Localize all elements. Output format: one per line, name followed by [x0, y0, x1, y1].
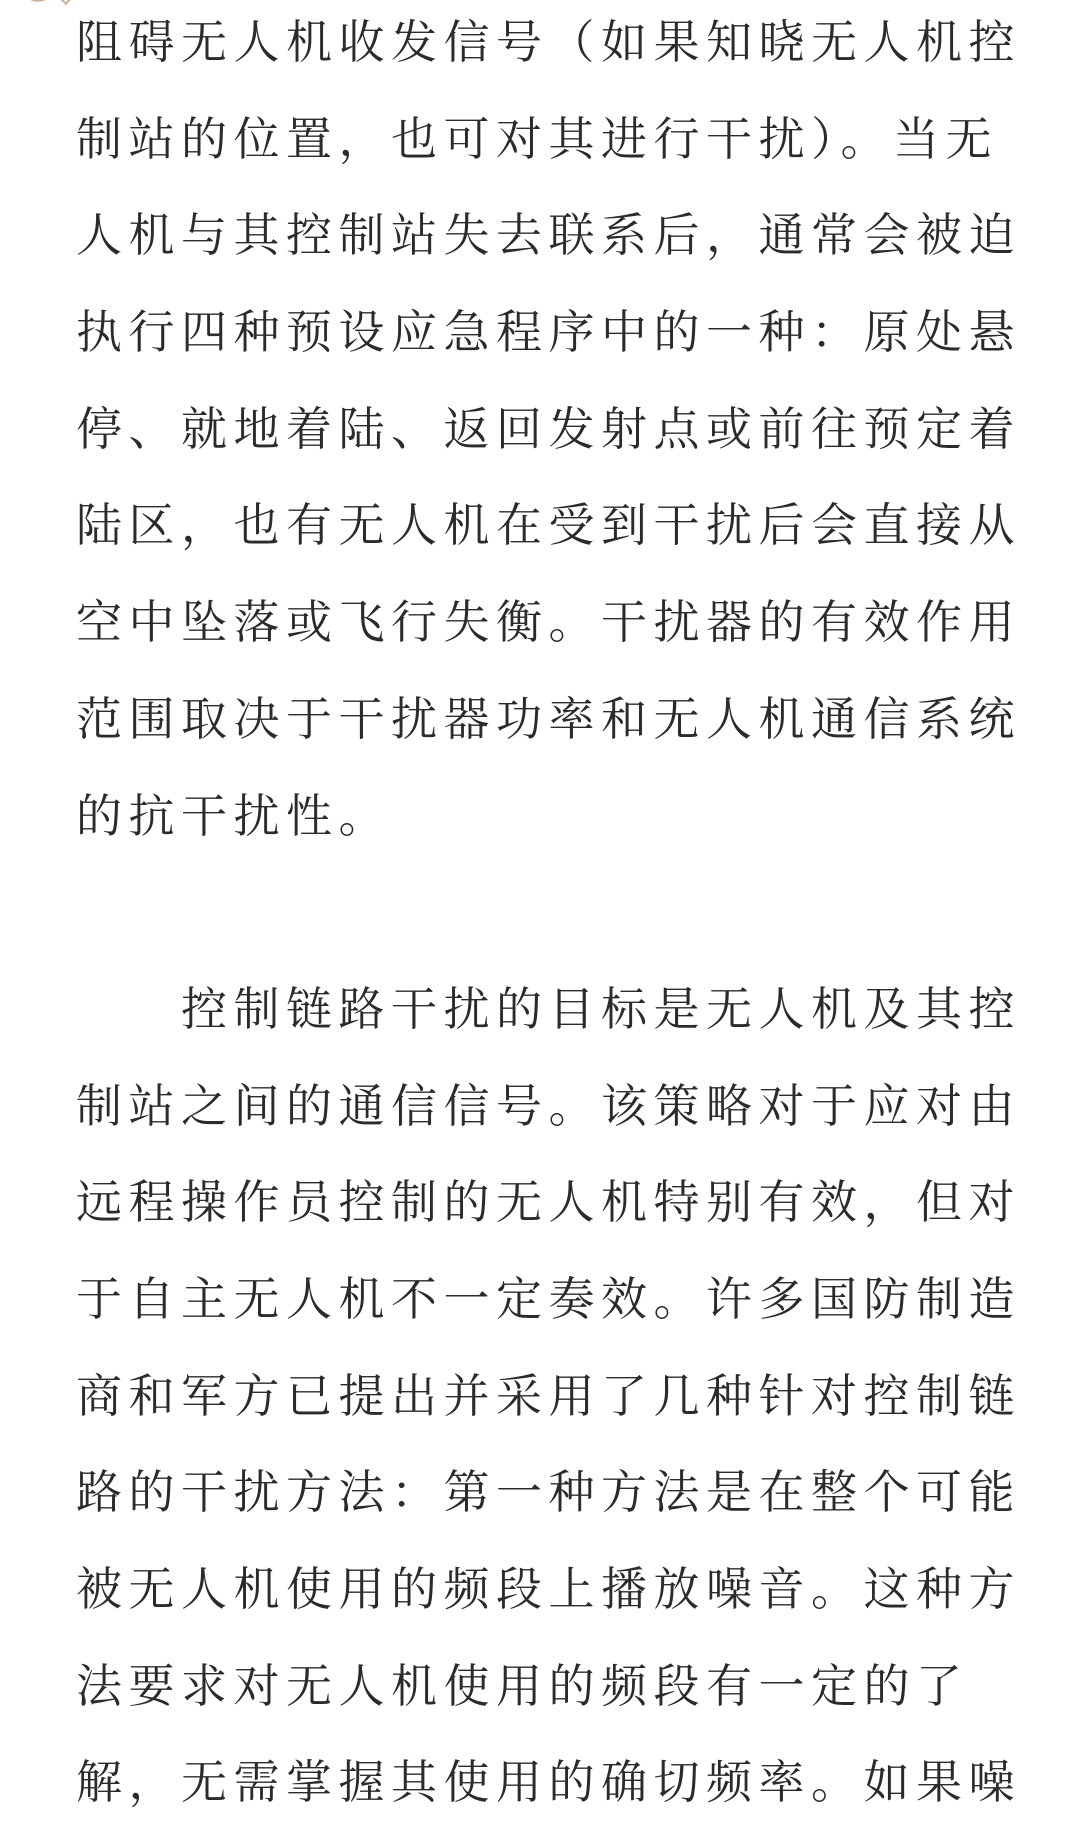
- text-line: 人机与其控制站失去联系后，通常会被迫: [76, 208, 1021, 263]
- text-line: 阻碍无人机收发信号（如果知晓无人机控: [76, 15, 1021, 69]
- text-line: 空中坠落或飞行失衡。干扰器的有效作用: [76, 595, 1021, 650]
- text-line: 范围取决于干扰器功率和无人机通信系统: [76, 691, 1021, 746]
- text-line: 执行四种预设应急程序中的一种：原处悬: [76, 305, 1021, 360]
- paragraph-2: [76, 961, 1021, 1831]
- text-line: 陆区，也有无人机在受到干扰后会直接从: [76, 498, 1021, 553]
- text-line: 法要求对无人机使用的频段有一定的了: [76, 1658, 969, 1713]
- text-line: 商和军方已提出并采用了几种针对控制链: [76, 1368, 1021, 1423]
- text-line: 制站之间的通信信号。该策略对于应对由: [76, 1078, 1021, 1133]
- paragraph-1: [76, 0, 1021, 864]
- text-line: 控制链路干扰的目标是无人机及其控: [76, 981, 1021, 1036]
- text-line: 远程操作员控制的无人机特别有效，但对: [76, 1175, 1021, 1230]
- text-line: 被无人机使用的频段上播放噪音。这种方: [76, 1562, 1021, 1616]
- text-line: 停、就地着陆、返回发射点或前往预定着: [76, 401, 1021, 456]
- text-line: 的抗干扰性。: [76, 788, 391, 843]
- text-line: 于自主无人机不一定奏效。许多国防制造: [76, 1271, 1021, 1326]
- text-line: 路的干扰方法：第一种方法是在整个可能: [76, 1465, 1021, 1520]
- text-line: 解，无需掌握其使用的确切频率。如果噪: [76, 1755, 1021, 1810]
- paragraph-spacer: [76, 864, 1004, 961]
- article-body: [76, 0, 1021, 1831]
- text-line: 制站的位置，也可对其进行干扰）。当无: [76, 111, 998, 166]
